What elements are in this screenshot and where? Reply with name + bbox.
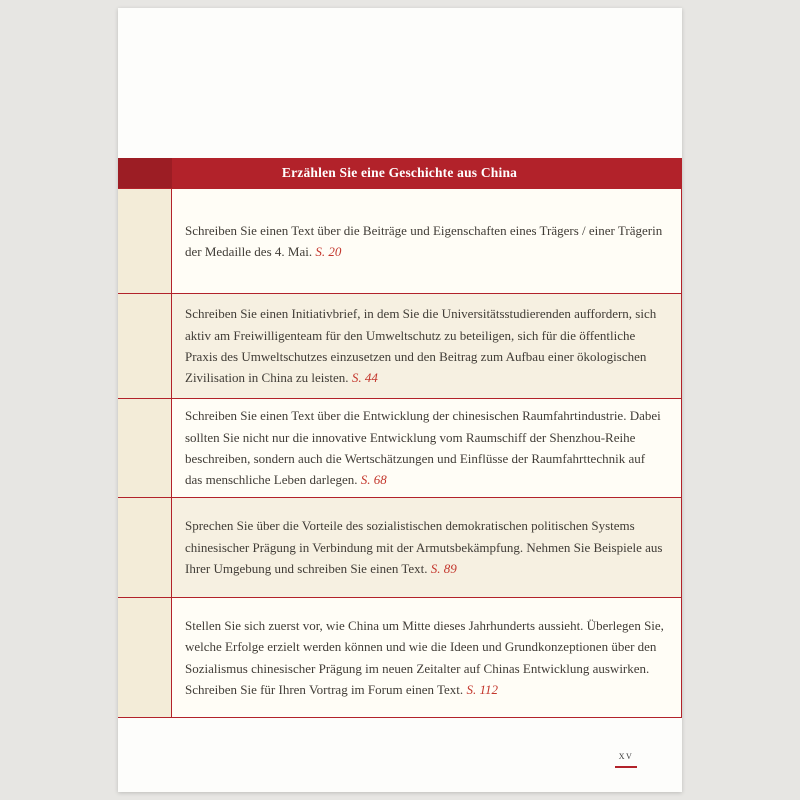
task-text: Stellen Sie sich zuerst vor, wie China um Mitte dieses Jahrhunderts aussieht. Überlegen Sie, welche Erfolge erzielt werden können und wie die Ideen und Grundkonzeptionen über den Sozialismus chinesischer Prägung im neuen Zeitalter auf Chinas Entwicklung auswirken. Schreiben Sie für Ihren Vortrag im Forum einen Text.	[185, 617, 664, 697]
table-row	[118, 293, 681, 398]
task-table	[118, 158, 682, 718]
table-row	[118, 398, 681, 497]
page-reference: S. 89	[430, 561, 457, 577]
task-text: Schreiben Sie einen Initiativbrief, in dem Sie die Universitätsstudierenden auffordern, sich aktiv am Freiwilligenteam für den Umweltschutz zu beteiligen, sich für die öffentliche Praxis des Umweltschutzes einzusetzen und den Beitrag zum Aufbau einer ökologischen Zivilisation in China zu leisten.	[185, 306, 657, 386]
task-entry	[185, 405, 665, 491]
row-label-cell	[118, 189, 172, 293]
table-row	[118, 497, 681, 597]
row-label-cell	[118, 598, 172, 717]
page-reference: S. 20	[315, 244, 342, 259]
task-text: Schreiben Sie einen Text über die Entwicklung der chinesischen Raumfahrtindustrie. Dabei sollten Sie nicht nur die innovative Entwicklung vom Raumschiff der Shenzhou-Reihe beschreiben, sondern auch die Wertschätzungen und Einflüsse der Raumfahrttechnik auf das menschliche Leben darlegen.	[185, 408, 661, 488]
page-number-rule	[615, 766, 637, 768]
task-entry	[185, 515, 665, 579]
table-header-title: Erzählen Sie eine Geschichte aus China	[281, 165, 518, 180]
page-reference: S. 68	[360, 472, 387, 488]
table-header	[118, 158, 681, 188]
row-label-cell	[118, 498, 172, 597]
table-row	[118, 188, 681, 293]
row-content-cell	[172, 498, 681, 597]
page-reference: S. 112	[466, 681, 498, 697]
row-content-cell	[172, 598, 681, 717]
book-page	[118, 8, 682, 792]
row-label-cell	[118, 399, 172, 497]
row-content-cell	[172, 294, 681, 398]
task-entry	[185, 303, 665, 389]
page-reference: S. 44	[351, 370, 378, 386]
task-entry	[185, 615, 665, 701]
row-label-cell	[118, 294, 172, 398]
page-number: xv	[618, 748, 634, 762]
row-content-cell	[172, 399, 681, 497]
page-footer	[606, 748, 646, 768]
task-text: Schreiben Sie einen Text über die Beiträge und Eigenschaften eines Trägers / einer Trägerin der Medaille des 4. Mai.	[185, 222, 663, 259]
task-entry	[185, 220, 665, 263]
task-text: Sprechen Sie über die Vorteile des sozialistischen demokratischen politischen Systems chinesischer Prägung in Verbindung mit der Armutsbekämpfung. Nehmen Sie Beispiele aus Ihrer Umgebung und schreiben Sie einen Text.	[185, 518, 663, 577]
row-content-cell	[172, 189, 681, 293]
table-row	[118, 597, 681, 718]
